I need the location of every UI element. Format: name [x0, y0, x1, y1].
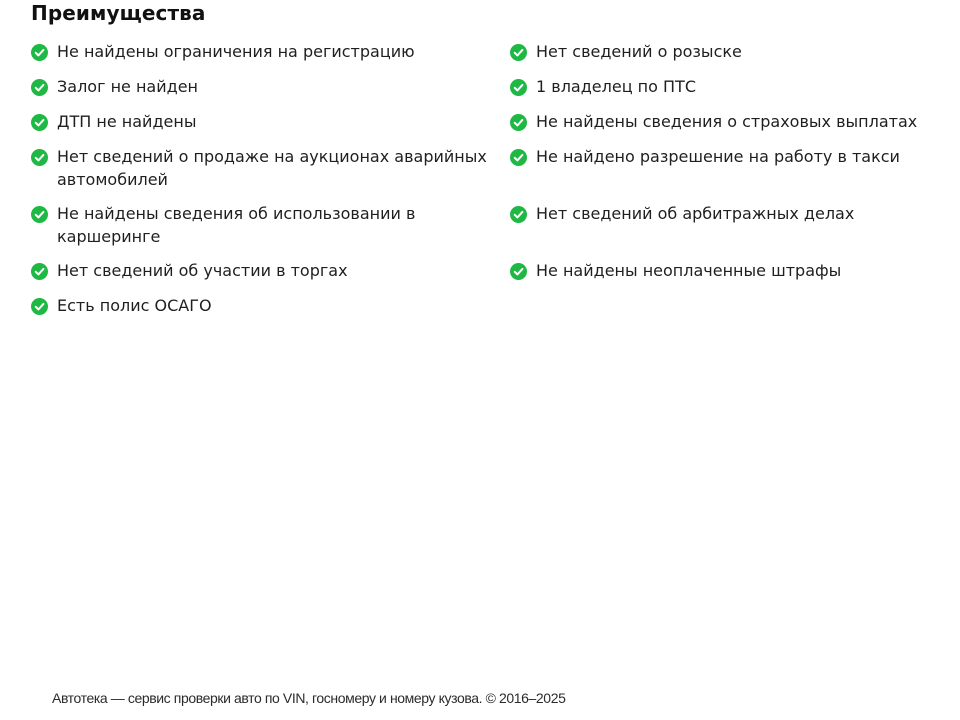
check-circle-icon — [31, 114, 48, 131]
advantage-text: Залог не найден — [57, 77, 198, 96]
advantage-text: Нет сведений о розыске — [536, 42, 742, 61]
section-title: Преимущества — [31, 1, 206, 25]
advantage-item — [31, 295, 501, 318]
advantage-item — [510, 146, 955, 169]
advantage-text: Есть полис ОСАГО — [57, 296, 212, 315]
check-circle-icon — [31, 298, 48, 315]
advantage-item — [510, 111, 955, 134]
advantage-item — [510, 203, 955, 226]
advantage-item — [31, 146, 501, 191]
advantage-item — [510, 41, 955, 64]
advantage-item — [31, 76, 501, 99]
advantage-text: Нет сведений об участии в торгах — [57, 261, 348, 280]
advantage-text: Нет сведений об арбитражных делах — [536, 204, 855, 223]
advantage-text: Не найдены сведения о страховых выплатах — [536, 112, 918, 131]
check-circle-icon — [510, 206, 527, 223]
advantage-item — [31, 41, 501, 64]
advantage-item — [31, 203, 431, 248]
check-circle-icon — [510, 263, 527, 280]
advantage-text: Не найдены сведения об использовании в каршеринге — [57, 204, 416, 246]
check-circle-icon — [31, 79, 48, 96]
check-circle-icon — [31, 44, 48, 61]
advantage-item — [510, 76, 955, 99]
advantage-text: Не найдено разрешение на работу в такси — [536, 147, 900, 166]
advantage-item — [31, 111, 501, 134]
check-circle-icon — [510, 44, 527, 61]
check-circle-icon — [510, 79, 527, 96]
check-circle-icon — [510, 149, 527, 166]
advantage-text: Нет сведений о продаже на аукционах аварийных автомобилей — [57, 147, 487, 189]
advantage-text: 1 владелец по ПТС — [536, 77, 696, 96]
check-circle-icon — [31, 149, 48, 166]
check-circle-icon — [510, 114, 527, 131]
advantage-item — [510, 260, 955, 283]
advantage-item — [31, 260, 501, 283]
check-circle-icon — [31, 263, 48, 280]
advantage-text: Не найдены неоплаченные штрафы — [536, 261, 842, 280]
footer-copyright: Автотека — сервис проверки авто по VIN, госномеру и номеру кузова. © 2016–2025 — [52, 690, 566, 706]
advantage-text: Не найдены ограничения на регистрацию — [57, 42, 415, 61]
check-circle-icon — [31, 206, 48, 223]
advantage-text: ДТП не найдены — [57, 112, 197, 131]
